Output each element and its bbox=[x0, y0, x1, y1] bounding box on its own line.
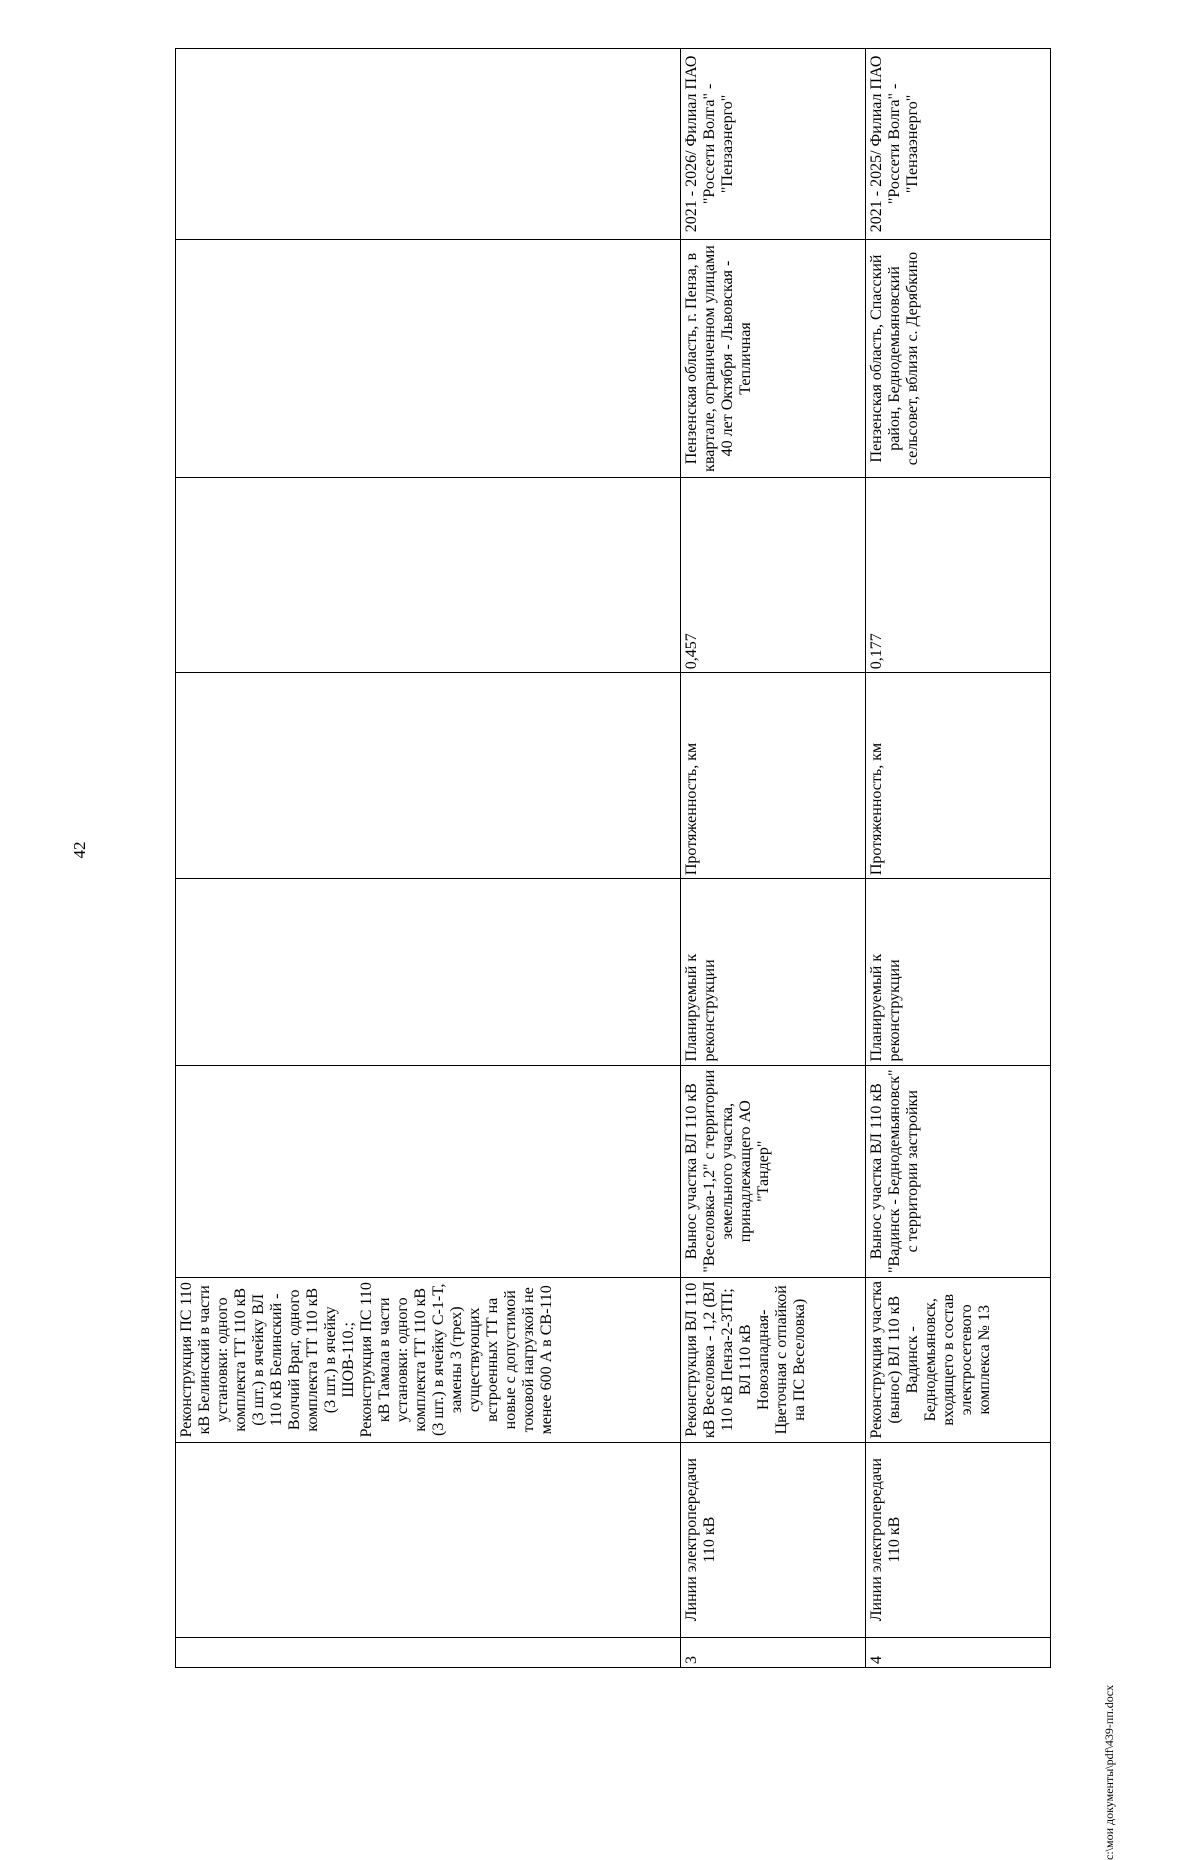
object-description: Реконструкция ПС 110 кВ Белинский в части установки: одного комплекта ТТ 110 кВ (3 шт.) в ячейку ВЛ 110 кВ Белинский - Волчий Враг, одного комплекта ТТ 110 кВ (3 шт.) в ячейку ШОВ-110.; Реконструкция ПС 110 кВ Тамала в части установки: одного комплекта ТТ 110 кВ (3 шт.) в ячейку С-1-Т, замены 3 (трех) существующих встроенных ТТ на новые с допустимой токовой нагрузкой не менее 600 А в СВ-110 bbox=[176, 1277, 681, 1442]
file-path-footer: c:\мои документы\pdf\439-пп.docx bbox=[1102, 1684, 1116, 1860]
object-name: Линии электропередачи 110 кВ bbox=[866, 1442, 1051, 1637]
object-value bbox=[176, 478, 681, 673]
object-description: Реконструкция участка (вынос) ВЛ 110 кВ Вадинск - Беднодемьяновск, входящего в состав электросетевого комплекса № 13 bbox=[866, 1277, 1051, 1442]
object-term: 2021 - 2025/ Филиал ПАО "Россети Волга" - "Пензаэнерго" bbox=[866, 49, 1051, 240]
object-term: 2021 - 2026/ Филиал ПАО "Россети Волга" - "Пензаэнерго" bbox=[681, 49, 866, 240]
object-status: Планируемый к реконструкции bbox=[681, 879, 866, 1065]
object-value: 0,457 bbox=[681, 478, 866, 673]
table-row bbox=[681, 49, 866, 1668]
table-row bbox=[866, 49, 1051, 1668]
object-purpose: Вынос участка ВЛ 110 кВ "Веселовка-1,2" с территории земельного участка, принадлежащего АО "Тандер" bbox=[681, 1065, 866, 1277]
object-status bbox=[176, 879, 681, 1065]
object-location bbox=[176, 239, 681, 477]
object-value: 0,177 bbox=[866, 478, 1051, 673]
object-term bbox=[176, 49, 681, 240]
object-parameter: Протяженность, км bbox=[681, 673, 866, 879]
object-location: Пензенская область, Спасский район, Беднодемьяновский сельсовет, вблизи с. Дерябкино bbox=[866, 239, 1051, 477]
table-row bbox=[176, 49, 681, 1668]
object-purpose bbox=[176, 1065, 681, 1277]
row-number: 4 bbox=[866, 1637, 1051, 1667]
object-name bbox=[176, 1442, 681, 1637]
row-number bbox=[176, 1637, 681, 1667]
object-name: Линии электропередачи 110 кВ bbox=[681, 1442, 866, 1637]
page-number: 42 bbox=[70, 841, 89, 859]
infrastructure-table bbox=[175, 48, 1035, 1668]
object-status: Планируемый к реконструкции bbox=[866, 879, 1051, 1065]
object-location: Пензенская область, г. Пенза, в квартале, ограниченном улицами 40 лет Октября - Львовская - Тепличная bbox=[681, 239, 866, 477]
object-parameter bbox=[176, 673, 681, 879]
object-purpose: Вынос участка ВЛ 110 кВ "Вадинск - Беднодемьяновск" с территории застройки bbox=[866, 1065, 1051, 1277]
object-parameter: Протяженность, км bbox=[866, 673, 1051, 879]
object-description: Реконструкция ВЛ 110 кВ Веселовка - 1,2 (ВЛ 110 кВ Пенза-2-3ТП; ВЛ 110 кВ Новозападная-Цветочная с отпайкой на ПС Веселовка) bbox=[681, 1277, 866, 1442]
row-number: 3 bbox=[681, 1637, 866, 1667]
